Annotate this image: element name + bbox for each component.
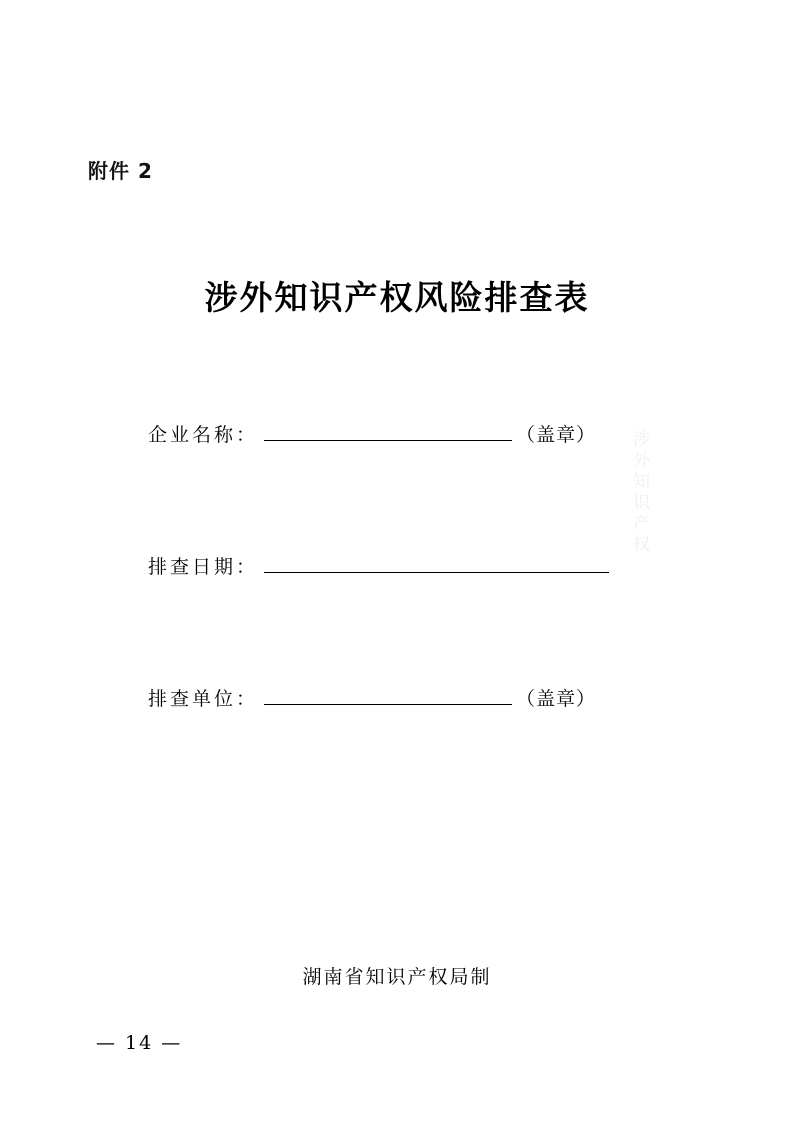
- field-row-inspection-date: [148, 552, 613, 579]
- field-row-company-name: [148, 420, 596, 447]
- attachment-label: 附件 2: [88, 159, 153, 183]
- field-row-inspection-unit: [148, 684, 596, 711]
- field-input-company-name[interactable]: [264, 420, 512, 441]
- watermark-text: 涉外知识产权: [629, 430, 649, 556]
- field-label-inspection-date: 排查日期：: [148, 556, 259, 578]
- field-input-inspection-unit[interactable]: [264, 684, 512, 705]
- issuer-line: 湖南省知识产权局制: [302, 966, 492, 988]
- field-label-company-name: 企业名称：: [148, 424, 259, 446]
- field-input-inspection-date[interactable]: [264, 552, 609, 573]
- field-label-inspection-unit: 排查单位：: [148, 688, 259, 710]
- page-number: — 14 —: [96, 1032, 183, 1054]
- page-title: 涉外知识产权风险排查表: [204, 278, 590, 317]
- field-note-inspection-unit: （盖章）: [516, 688, 597, 710]
- field-note-company-name: （盖章）: [516, 424, 597, 446]
